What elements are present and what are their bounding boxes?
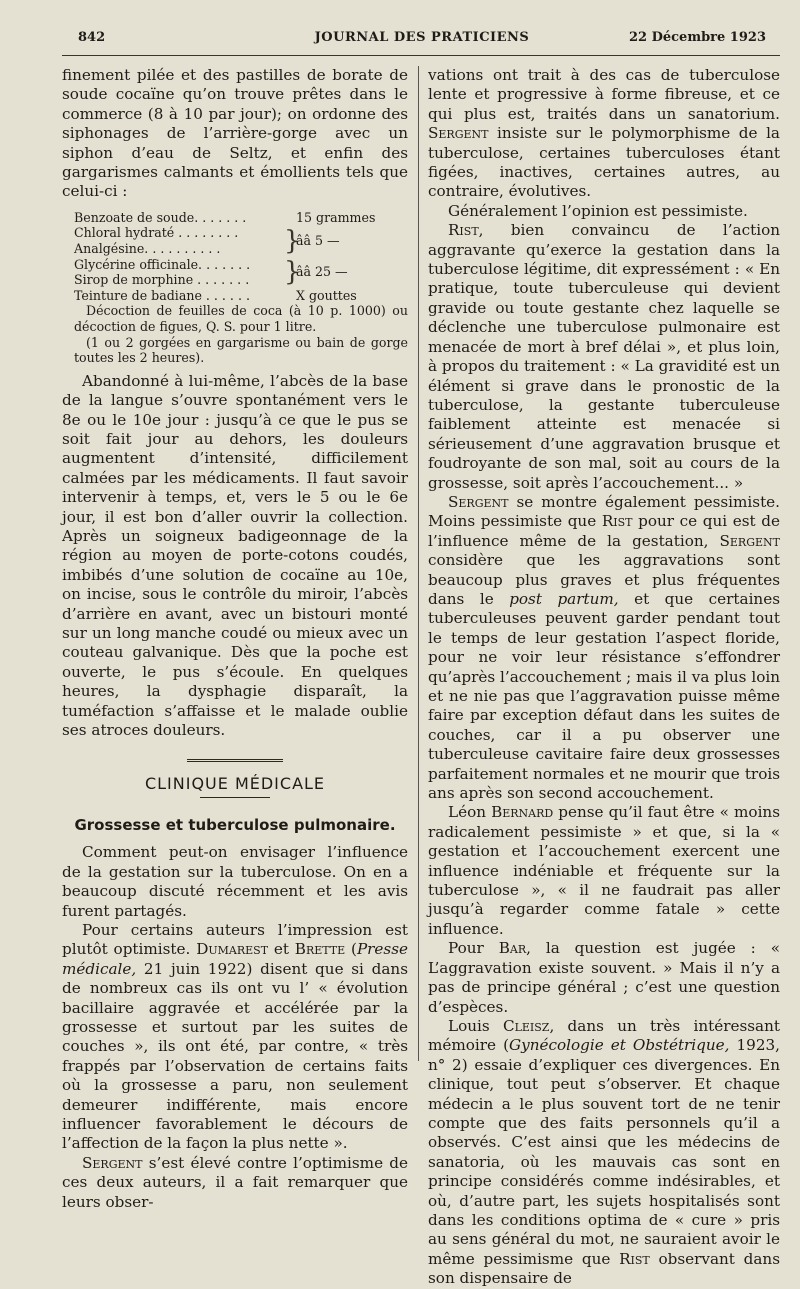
author-name: Bernard: [491, 803, 554, 822]
article-paragraph: Léon Bernard pense qu’il faut être « moins radicalement pessimiste » et que, si la « gestation et l’accouchement exercent une influence indéniable et fréquente sur la tuberculose », « il ne faudrait pas aller jusqu’à regarder comme fatale » cette influence.: [428, 803, 780, 938]
author-name: Sergent: [719, 531, 780, 550]
author-name: Cleisz: [502, 1016, 550, 1035]
intro-paragraph: finement pilée et des pastilles de borate de soude cocaïne qu’on trouve prêtes dans le commerce (8 à 10 par jour); on ordonne des siphonages de l’arrière-gorge avec un siphon d’eau de Seltz, et enfin des gargarismes calmants et émollients tels que celui-ci :: [62, 66, 408, 201]
article-paragraph: vations ont trait à des cas de tuberculose lente et progressive à forme fibreuse, et ce qui plus est, traités dans un sanatorium. Sergent insiste sur le polymorphisme de la tuberculose, certaines tuberculoses étant figées, inactives, certaines autres, au contraire, évolutives.: [428, 66, 780, 201]
recipe-group: [74, 257, 408, 288]
ingredient-quantity: ââ 25 —: [296, 264, 348, 280]
journal-title: JOURNAL DES PRATICIENS: [314, 30, 530, 45]
author-name: Sergent: [428, 124, 489, 143]
recipe-row: [74, 288, 408, 304]
author-name: Rist: [619, 1249, 650, 1268]
latin-term: post partum,: [509, 589, 619, 608]
journal-reference: Gynécologie et Obstétrique,: [509, 1036, 730, 1055]
recipe-note: (1 ou 2 gorgées en gargarisme ou bain de gorge toutes les 2 heures).: [74, 334, 408, 366]
article-paragraph: Pour certains auteurs l’impression est plutôt optimiste. Dumarest et Brette (Presse médicale, 21 juin 1922) disent que si dans de nombreux cas ils ont vu l’ « évolution bacillaire aggravée et accélérée par la grossesse et surtout par les suites de couches », ils ont été, par contre, « très frappés par l’observation de certains faits où la grossesse a paru, non seulement demeurer indifférente, mais encore influencer favorablement le décours de l’affection de la façon la plus nette ».: [62, 920, 408, 1153]
article-paragraph: Généralement l’opinion est pessimiste.: [448, 201, 748, 220]
abscess-paragraph: Abandonné à lui-même, l’abcès de la base de la langue s’ouvre spontanément vers le 8e ou le 10e jour : jusqu’à ce que le pus se soit fait jour au dehors, les douleurs augmentent d’intensité, difficilement calmées par les médicaments. Il faut savoir intervenir à temps, et, vers le 5 ou le 6e jour, il est bon d’aller ouvrir la collection. Après un soigneux badigeonnage de la région au moyen de porte-cotons coudés, imbibés d’une solution de cocaïne au 10e, on incise, sous le contrôle du miroir, l’abcès d’arrière en avant, avec un bistouri monté sur un long manche coudé ou mieux avec un couteau galvanique. Dès que la poche est ouverte, le pus s’écoule. En quelques heures, la dysphagie disparaît, la tuméfaction s’affaisse et le malade oublie ses atroces douleurs.: [62, 371, 408, 740]
author-name: Sergent: [448, 492, 509, 511]
article-paragraph: Pour Bar, la question est jugée : « L’aggravation existe souvent. » Mais il n’y a pas de principe général ; c’est une question d’espèces.: [428, 939, 781, 1016]
right-column: [428, 66, 780, 1289]
journal-reference: Presse médicale,: [62, 940, 408, 978]
brace-icon: }: [284, 257, 301, 288]
section-separator: [187, 759, 283, 762]
ingredient-quantity: 15 grammes: [296, 209, 376, 225]
author-name: Dumarest: [196, 940, 269, 959]
issue-date: 22 Décembre 1923: [628, 30, 766, 45]
recipe-row: [74, 210, 408, 226]
running-header: [78, 30, 766, 52]
author-name: Bar: [498, 939, 527, 958]
header-rule: [62, 55, 780, 56]
left-column: [62, 66, 408, 1212]
ingredient-name: Analgésine. . . . . . . . . .: [74, 241, 221, 257]
recipe-group: [74, 225, 408, 256]
ingredient-name: Sirop de morphine . . . . . . .: [74, 272, 250, 288]
author-name: Sergent: [82, 1153, 143, 1172]
recipe-note: Décoction de feuilles de coca (à 10 p. 1000) ou décoction de figues, Q. S. pour 1 litre.: [74, 303, 408, 334]
article-paragraph: Louis Cleisz, dans un très intéressant mémoire (Gynécologie et Obstétrique, 1923, n° 2) essaie d’expliquer ces divergences. En clinique, tout peut s’observer. Et chaque médecin a le plus souvent tort de ne tenir compte que des faits personnels qu’il a observés. C’est ainsi que les médecins de sanatoria, où les mauvais cas sont en principe considérés comme indésirables, et où, d’autre part, les sujets hospitalisés sont dans les conditions optima de « cure » pris au sens général du mot, ne sauraient avoir le même pessimisme que Rist observant dans son dispensaire de: [428, 1016, 781, 1288]
ingredient-name: Chloral hydraté . . . . . . . .: [74, 225, 239, 241]
ingredient-quantity: ââ 5 —: [296, 233, 340, 249]
ingredient-name: Teinture de badiane . . . . . .: [74, 287, 250, 303]
gargle-recipe: [74, 210, 408, 366]
heading-rule: [200, 797, 270, 798]
article-paragraph: Comment peut-on envisager l’influence de la gestation sur la tuberculose. On en a beaucoup discuté récemment et les avis furent partagés.: [62, 843, 408, 920]
column-divider: [418, 66, 419, 1061]
page-number: 842: [78, 30, 106, 45]
ingredient-name: Benzoate de soude. . . . . . .: [74, 209, 247, 225]
ingredient-name: Glycérine officinale. . . . . . .: [74, 256, 251, 272]
article-title: Grossesse et tuberculose pulmonaire.: [74, 815, 396, 834]
author-name: Brette: [294, 940, 346, 959]
author-name: Rist: [448, 221, 479, 240]
article-paragraph: Rist, bien convaincu de l’action aggravante qu’exerce la gestation dans la tuberculose légitime, dit expressément : « En pratique, toute tuberculeuse qui devient gravide ou toute gestante chez laquelle se déclenche une tuberculose pulmonaire est menacée de mort à bref délai », et plus loin, à propos du traitement : « La gravidité est un élément si grave dans le pronostic de la tuberculose, la gestante tuberculeuse faiblement atteinte est menacée si sérieusement d’une aggravation brusque et foudroyante de son mal, soit au cours de la grossesse, soit après l’accouchement... »: [428, 221, 780, 492]
article-paragraph: Sergent s’est élevé contre l’optimisme de ces deux auteurs, il a fait remarquer que leurs obser-: [62, 1153, 408, 1211]
article-paragraph: Sergent se montre également pessimiste. Moins pessimiste que Rist pour ce qui est de l’influence même de la gestation, Sergent considère que les aggravations sont beaucoup plus graves et plus fréquentes dans le post partum, et que certaines tuberculeuses peuvent garder pendant tout le temps de leur gestation l’aspect floride, pour ne voir leur résistance s’effondrer qu’après l’accouchement ; mais il va plus loin et ne nie pas que l’aggravation puisse même faire par exception défaut dans les suites de couches, car il a pu observer une tuberculeuse cavitaire faire deux grossesses parfaitement normales et ne mourir que trois ans après son second accouchement.: [428, 492, 781, 803]
ingredient-quantity: X gouttes: [296, 287, 357, 303]
author-name: Rist: [601, 512, 633, 531]
brace-icon: }: [284, 226, 301, 257]
section-heading: CLINIQUE MÉDICALE: [144, 773, 326, 793]
